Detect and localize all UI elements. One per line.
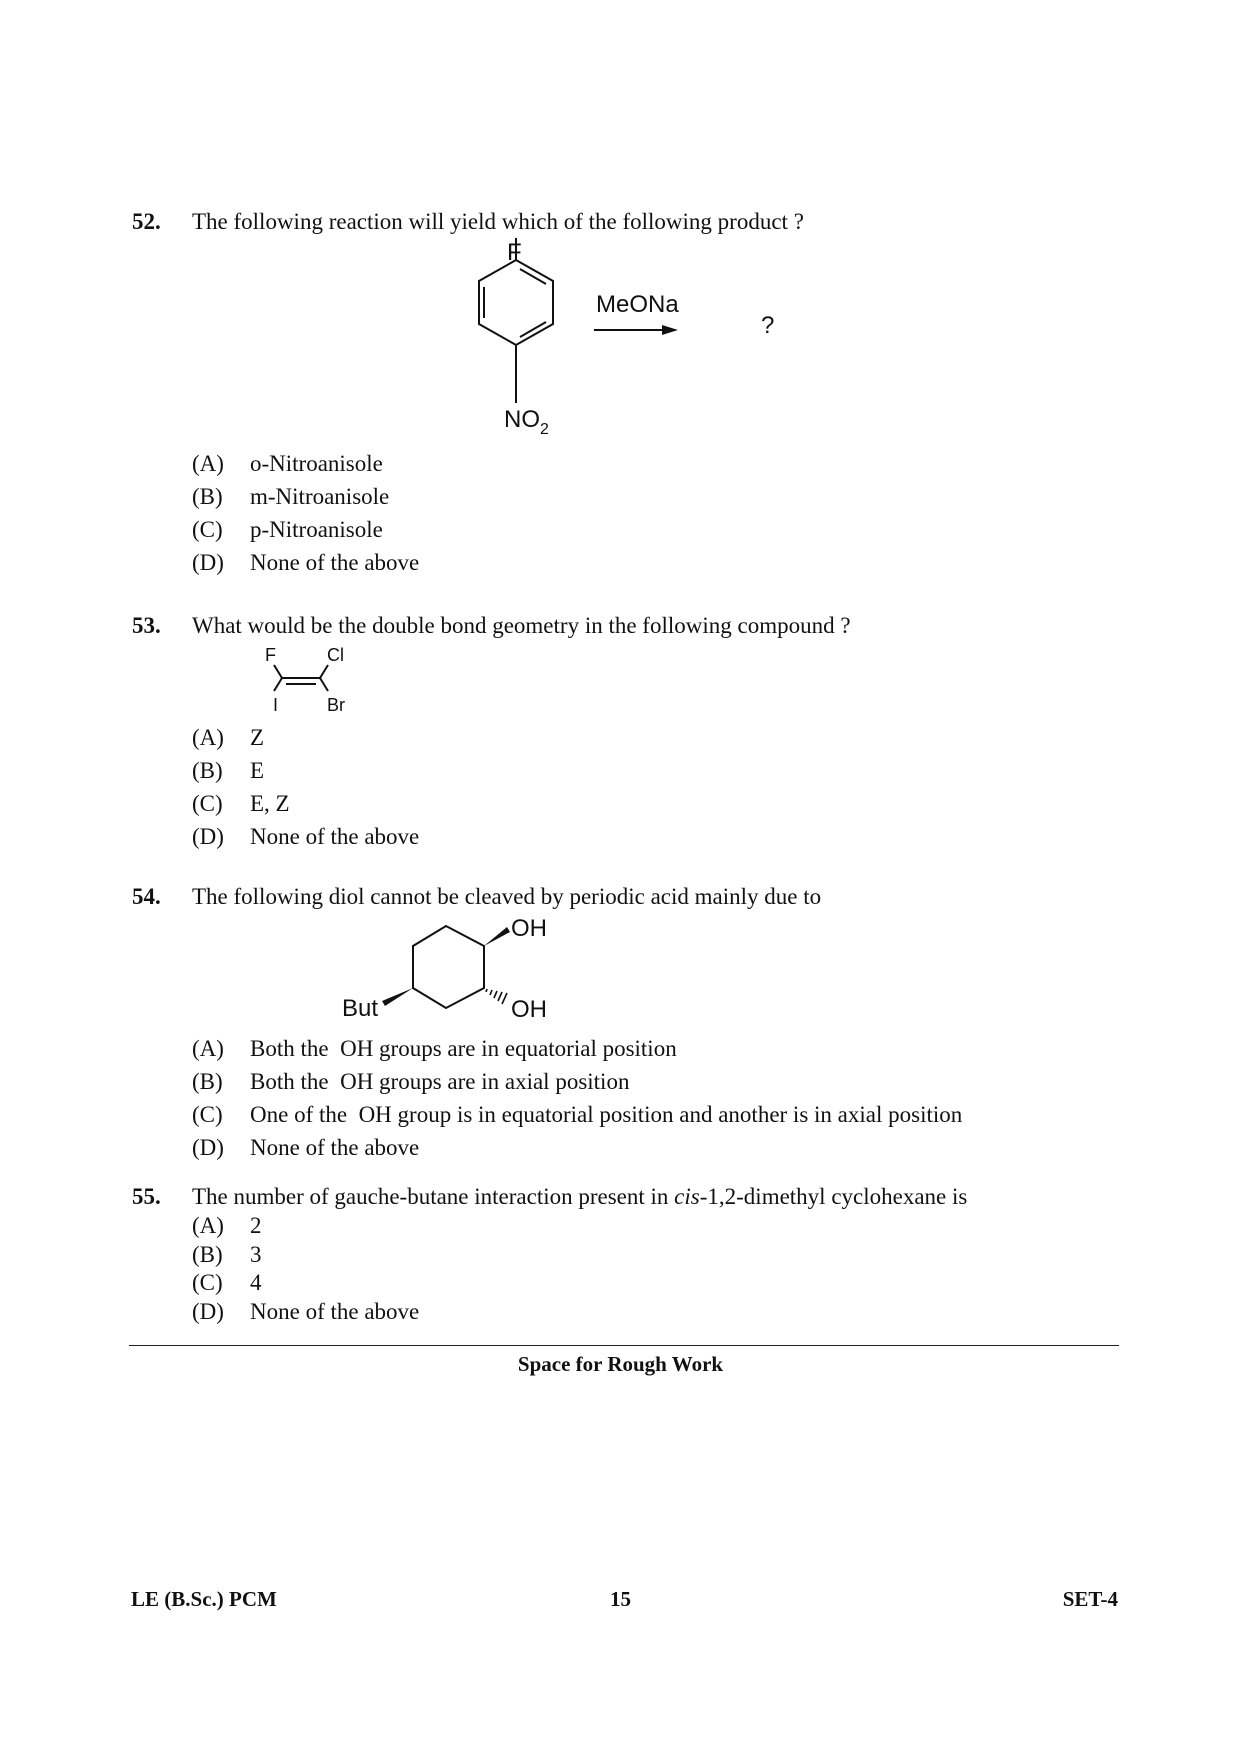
- option-d-text: None of the above: [250, 1135, 420, 1160]
- option-b-label: (B): [192, 758, 223, 783]
- oh-top-label: OH: [511, 915, 547, 942]
- wedge-bond: [484, 927, 510, 946]
- option-b-text: m-Nitroanisole: [250, 484, 390, 509]
- option-d-label: (D): [192, 1299, 224, 1324]
- option-d-label: (D): [192, 1135, 224, 1160]
- option-b-text: Both the OH groups are in axial position: [250, 1069, 630, 1094]
- option-a-label: (A): [192, 1213, 224, 1238]
- option-c-text: One of the OH group is in equatorial position and another is in axial position: [250, 1102, 963, 1127]
- cyclohexane-ring: [413, 926, 484, 1008]
- option-a-label: (A): [192, 725, 224, 750]
- question-number: 53.: [132, 613, 161, 638]
- question-text: The following reaction will yield which of the following product ?: [192, 209, 804, 234]
- product-label: ?: [761, 312, 775, 339]
- option-d-text: None of the above: [250, 824, 420, 849]
- question-text: The number of gauche-butane interaction present in cis-1,2-dimethyl cyclohexane is: [192, 1184, 968, 1209]
- fluorine-label: F: [265, 645, 276, 665]
- option-c-text: E, Z: [250, 791, 290, 816]
- option-b-label: (B): [192, 484, 223, 509]
- question-number: 54.: [132, 884, 161, 909]
- option-c-label: (C): [192, 1102, 223, 1127]
- question-number: 52.: [132, 209, 161, 234]
- option-c-label: (C): [192, 1270, 223, 1295]
- option-c-text: p-Nitroanisole: [250, 517, 383, 542]
- option-a-label: (A): [192, 451, 224, 476]
- but-label: But: [342, 995, 379, 1022]
- rough-work-heading: Space for Rough Work: [517, 1352, 724, 1376]
- footer-course: LE (B.Sc.) PCM: [131, 1587, 277, 1611]
- question-number: 55.: [132, 1184, 161, 1209]
- option-c-label: (C): [192, 791, 223, 816]
- option-b-text: E: [250, 758, 265, 783]
- option-c-text: 4: [250, 1270, 262, 1295]
- option-b-text: 3: [250, 1242, 262, 1267]
- option-a-text: Both the OH groups are in equatorial position: [250, 1036, 677, 1061]
- fluorine-label: F: [507, 239, 522, 266]
- oh-bottom-label: OH: [511, 996, 547, 1023]
- bromine-label: Br: [327, 695, 345, 715]
- option-d-label: (D): [192, 824, 224, 849]
- option-a-text: o-Nitroanisole: [250, 451, 383, 476]
- option-a-text: Z: [250, 725, 265, 750]
- page-number: 15: [610, 1587, 631, 1611]
- option-b-label: (B): [192, 1069, 223, 1094]
- question-text: The following diol cannot be cleaved by periodic acid mainly due to: [192, 884, 822, 909]
- option-c-label: (C): [192, 517, 223, 542]
- chlorine-label: Cl: [327, 645, 344, 665]
- footer-set: SET-4: [1062, 1587, 1118, 1611]
- option-d-text: None of the above: [250, 1299, 420, 1324]
- option-b-label: (B): [192, 1242, 223, 1267]
- divider-line: [129, 1345, 1119, 1346]
- option-a-text: 2: [250, 1213, 262, 1238]
- hash-bond: [486, 989, 507, 1004]
- question-text: What would be the double bond geometry in the following compound ?: [192, 613, 851, 638]
- reagent-label: MeONa: [596, 291, 679, 318]
- iodine-label: I: [273, 695, 279, 715]
- nitro-label: $NO_2$: [504, 406, 549, 438]
- option-d-label: (D): [192, 550, 224, 575]
- option-d-text: None of the above: [250, 550, 420, 575]
- option-a-label: (A): [192, 1036, 224, 1061]
- wedge-bond: [382, 988, 413, 1006]
